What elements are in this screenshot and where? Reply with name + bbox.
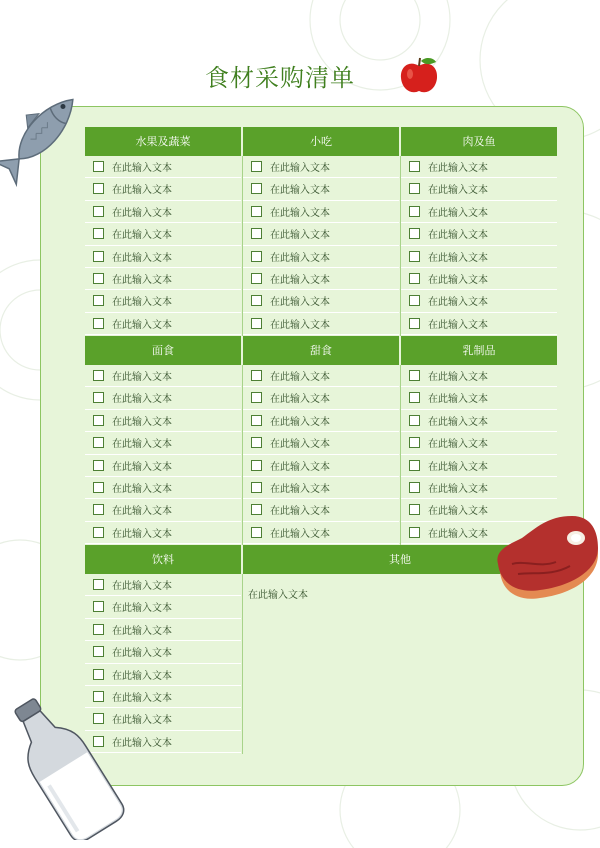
checkbox[interactable] <box>409 437 420 448</box>
checkbox[interactable] <box>93 624 104 635</box>
item-text[interactable]: 在此输入文本 <box>112 297 172 309</box>
list-item-dairy[interactable] <box>401 387 557 409</box>
item-text[interactable]: 在此输入文本 <box>270 484 330 495</box>
others-notes-text[interactable]: 在此输入文本 <box>248 590 308 601</box>
item-text[interactable]: 在此输入文本 <box>270 252 330 264</box>
item-text[interactable]: 在此输入文本 <box>112 275 172 286</box>
item-text[interactable]: 在此输入文本 <box>112 603 172 615</box>
list-item-noodles[interactable] <box>85 477 241 499</box>
item-text[interactable]: 在此输入文本 <box>112 461 172 473</box>
checkbox[interactable] <box>251 392 262 403</box>
checkbox[interactable] <box>251 460 262 471</box>
list-item-snacks[interactable] <box>243 156 399 178</box>
item-text[interactable]: 在此输入文本 <box>112 207 172 219</box>
column-divider <box>242 574 243 754</box>
checkbox[interactable] <box>251 273 262 284</box>
header-snacks: 小吃 <box>243 127 399 156</box>
item-text[interactable]: 在此输入文本 <box>112 163 172 174</box>
header-desserts: 甜食 <box>243 336 399 365</box>
list-item-meat-fish[interactable] <box>401 178 557 200</box>
item-text[interactable]: 在此输入文本 <box>428 207 488 219</box>
checkbox[interactable] <box>93 370 104 381</box>
milk-bottle-icon <box>6 686 130 840</box>
list-item-fruit-veg[interactable] <box>85 290 241 312</box>
list-item-meat-fish[interactable] <box>401 246 557 268</box>
list-item-dairy[interactable] <box>401 477 557 499</box>
item-text[interactable]: 在此输入文本 <box>270 275 330 286</box>
list-item-meat-fish[interactable] <box>401 268 557 290</box>
page-title: 食材采购清单 <box>205 64 355 92</box>
item-text[interactable]: 在此输入文本 <box>112 670 172 682</box>
item-text[interactable]: 在此输入文本 <box>270 319 330 331</box>
item-text[interactable]: 在此输入文本 <box>112 715 172 727</box>
list-item-dairy[interactable] <box>401 455 557 477</box>
item-text[interactable]: 在此输入文本 <box>270 207 330 219</box>
list-item-desserts[interactable] <box>243 365 399 387</box>
item-text[interactable]: 在此输入文本 <box>270 394 330 406</box>
list-item-fruit-veg[interactable] <box>85 268 241 290</box>
item-text[interactable]: 在此输入文本 <box>112 319 172 331</box>
checkbox[interactable] <box>409 504 420 515</box>
list-item-dairy[interactable] <box>401 365 557 387</box>
checkbox[interactable] <box>251 318 262 329</box>
item-text[interactable]: 在此输入文本 <box>270 461 330 473</box>
list-item-desserts[interactable] <box>243 432 399 454</box>
item-text[interactable]: 在此输入文本 <box>112 230 172 242</box>
list-item-meat-fish[interactable] <box>401 313 557 335</box>
item-text[interactable]: 在此输入文本 <box>428 372 488 383</box>
header-others: 其他 <box>243 545 557 574</box>
item-text[interactable]: 在此输入文本 <box>428 275 488 286</box>
item-text[interactable]: 在此输入文本 <box>270 163 330 174</box>
checkbox[interactable] <box>93 228 104 239</box>
item-text[interactable]: 在此输入文本 <box>428 163 488 174</box>
checkbox[interactable] <box>409 527 420 538</box>
list-item-meat-fish[interactable] <box>401 290 557 312</box>
item-text[interactable]: 在此输入文本 <box>270 185 330 197</box>
item-text[interactable]: 在此输入文本 <box>270 230 330 242</box>
checkbox[interactable] <box>251 437 262 448</box>
checkbox[interactable] <box>93 295 104 306</box>
checkbox[interactable] <box>93 251 104 262</box>
apple-icon <box>398 56 440 96</box>
list-item-desserts[interactable] <box>243 499 399 521</box>
fish-icon <box>0 76 92 188</box>
item-text[interactable]: 在此输入文本 <box>112 737 172 749</box>
item-text[interactable]: 在此输入文本 <box>112 484 172 495</box>
list-item-noodles[interactable] <box>85 455 241 477</box>
checkbox[interactable] <box>251 251 262 262</box>
checkbox[interactable] <box>93 669 104 680</box>
list-item-snacks[interactable] <box>243 246 399 268</box>
checkbox[interactable] <box>409 318 420 329</box>
steak-icon <box>494 514 600 606</box>
item-text[interactable]: 在此输入文本 <box>112 416 172 428</box>
checkbox[interactable] <box>251 504 262 515</box>
checkbox[interactable] <box>93 273 104 284</box>
checkbox[interactable] <box>93 318 104 329</box>
list-item-desserts[interactable] <box>243 477 399 499</box>
checkbox[interactable] <box>409 392 420 403</box>
list-item-dairy[interactable] <box>401 410 557 432</box>
list-item-desserts[interactable] <box>243 410 399 432</box>
checkbox[interactable] <box>409 206 420 217</box>
list-item-noodles[interactable] <box>85 499 241 521</box>
list-item-drinks[interactable] <box>85 664 241 686</box>
header-drinks: 饮料 <box>85 545 241 574</box>
checkbox[interactable] <box>93 579 104 590</box>
list-item-desserts[interactable] <box>243 455 399 477</box>
item-text[interactable]: 在此输入文本 <box>428 506 488 518</box>
item-text[interactable]: 在此输入文本 <box>270 528 330 540</box>
checkbox[interactable] <box>409 415 420 426</box>
list-item-meat-fish[interactable] <box>401 223 557 245</box>
header-noodles: 面食 <box>85 336 241 365</box>
checkbox[interactable] <box>409 482 420 493</box>
checkbox[interactable] <box>93 183 104 194</box>
checkbox[interactable] <box>93 206 104 217</box>
checkbox[interactable] <box>93 460 104 471</box>
item-text[interactable]: 在此输入文本 <box>428 528 488 540</box>
item-text[interactable]: 在此输入文本 <box>428 230 488 242</box>
list-item-noodles[interactable] <box>85 522 241 544</box>
list-item-meat-fish[interactable] <box>401 201 557 223</box>
item-text[interactable]: 在此输入文本 <box>428 319 488 331</box>
list-item-snacks[interactable] <box>243 268 399 290</box>
checkbox[interactable] <box>93 527 104 538</box>
list-item-meat-fish[interactable] <box>401 156 557 178</box>
list-item-noodles[interactable] <box>85 410 241 432</box>
checkbox[interactable] <box>93 415 104 426</box>
checkbox[interactable] <box>251 370 262 381</box>
checkbox[interactable] <box>409 251 420 262</box>
list-item-fruit-veg[interactable] <box>85 246 241 268</box>
checkbox[interactable] <box>93 646 104 657</box>
list-item-drinks[interactable] <box>85 596 241 618</box>
item-text[interactable]: 在此输入文本 <box>112 185 172 197</box>
item-text[interactable]: 在此输入文本 <box>112 648 172 660</box>
item-text[interactable]: 在此输入文本 <box>428 185 488 197</box>
item-text[interactable]: 在此输入文本 <box>428 484 488 495</box>
list-item-drinks[interactable] <box>85 641 241 663</box>
checkbox[interactable] <box>409 273 420 284</box>
list-item-fruit-veg[interactable] <box>85 201 241 223</box>
checkbox[interactable] <box>93 601 104 612</box>
item-text[interactable]: 在此输入文本 <box>112 439 172 451</box>
checkbox[interactable] <box>93 161 104 172</box>
list-item-noodles[interactable] <box>85 432 241 454</box>
checkbox[interactable] <box>93 392 104 403</box>
list-item-snacks[interactable] <box>243 178 399 200</box>
checkbox[interactable] <box>409 161 420 172</box>
item-text[interactable]: 在此输入文本 <box>428 252 488 264</box>
checkbox[interactable] <box>251 415 262 426</box>
item-text[interactable]: 在此输入文本 <box>112 394 172 406</box>
checkbox[interactable] <box>251 206 262 217</box>
list-item-dairy[interactable] <box>401 432 557 454</box>
list-item-noodles[interactable] <box>85 387 241 409</box>
item-text[interactable]: 在此输入文本 <box>112 372 172 383</box>
list-item-noodles[interactable] <box>85 365 241 387</box>
checkbox[interactable] <box>251 527 262 538</box>
list-item-drinks[interactable] <box>85 619 241 641</box>
checkbox[interactable] <box>251 161 262 172</box>
checkbox[interactable] <box>251 482 262 493</box>
header-fruit-veg: 水果及蔬菜 <box>85 127 241 156</box>
item-text[interactable]: 在此输入文本 <box>270 439 330 451</box>
checkbox[interactable] <box>409 460 420 471</box>
item-text[interactable]: 在此输入文本 <box>112 693 172 704</box>
item-text[interactable]: 在此输入文本 <box>428 439 488 451</box>
item-text[interactable]: 在此输入文本 <box>428 461 488 473</box>
item-text[interactable]: 在此输入文本 <box>112 581 172 592</box>
list-item-fruit-veg[interactable] <box>85 156 241 178</box>
item-text[interactable]: 在此输入文本 <box>112 528 172 540</box>
checkbox[interactable] <box>409 183 420 194</box>
list-item-desserts[interactable] <box>243 387 399 409</box>
item-text[interactable]: 在此输入文本 <box>428 416 488 428</box>
list-item-snacks[interactable] <box>243 313 399 335</box>
checkbox[interactable] <box>251 228 262 239</box>
item-text[interactable]: 在此输入文本 <box>428 394 488 406</box>
list-item-snacks[interactable] <box>243 290 399 312</box>
checkbox[interactable] <box>251 295 262 306</box>
header-meat-fish: 肉及鱼 <box>401 127 557 156</box>
item-text[interactable]: 在此输入文本 <box>270 297 330 309</box>
checkbox[interactable] <box>93 504 104 515</box>
list-item-drinks[interactable] <box>85 574 241 596</box>
checkbox[interactable] <box>251 183 262 194</box>
checkbox[interactable] <box>409 228 420 239</box>
item-text[interactable]: 在此输入文本 <box>270 506 330 518</box>
item-text[interactable]: 在此输入文本 <box>270 416 330 428</box>
item-text[interactable]: 在此输入文本 <box>112 252 172 264</box>
header-dairy: 乳制品 <box>401 336 557 365</box>
checkbox[interactable] <box>93 482 104 493</box>
list-item-snacks[interactable] <box>243 201 399 223</box>
item-text[interactable]: 在此输入文本 <box>428 297 488 309</box>
list-item-fruit-veg[interactable] <box>85 178 241 200</box>
checkbox[interactable] <box>93 437 104 448</box>
list-item-fruit-veg[interactable] <box>85 313 241 335</box>
list-item-desserts[interactable] <box>243 522 399 544</box>
list-item-snacks[interactable] <box>243 223 399 245</box>
checkbox[interactable] <box>409 370 420 381</box>
list-item-fruit-veg[interactable] <box>85 223 241 245</box>
checkbox[interactable] <box>409 295 420 306</box>
item-text[interactable]: 在此输入文本 <box>112 506 172 518</box>
item-text[interactable]: 在此输入文本 <box>270 372 330 383</box>
item-text[interactable]: 在此输入文本 <box>112 625 172 637</box>
